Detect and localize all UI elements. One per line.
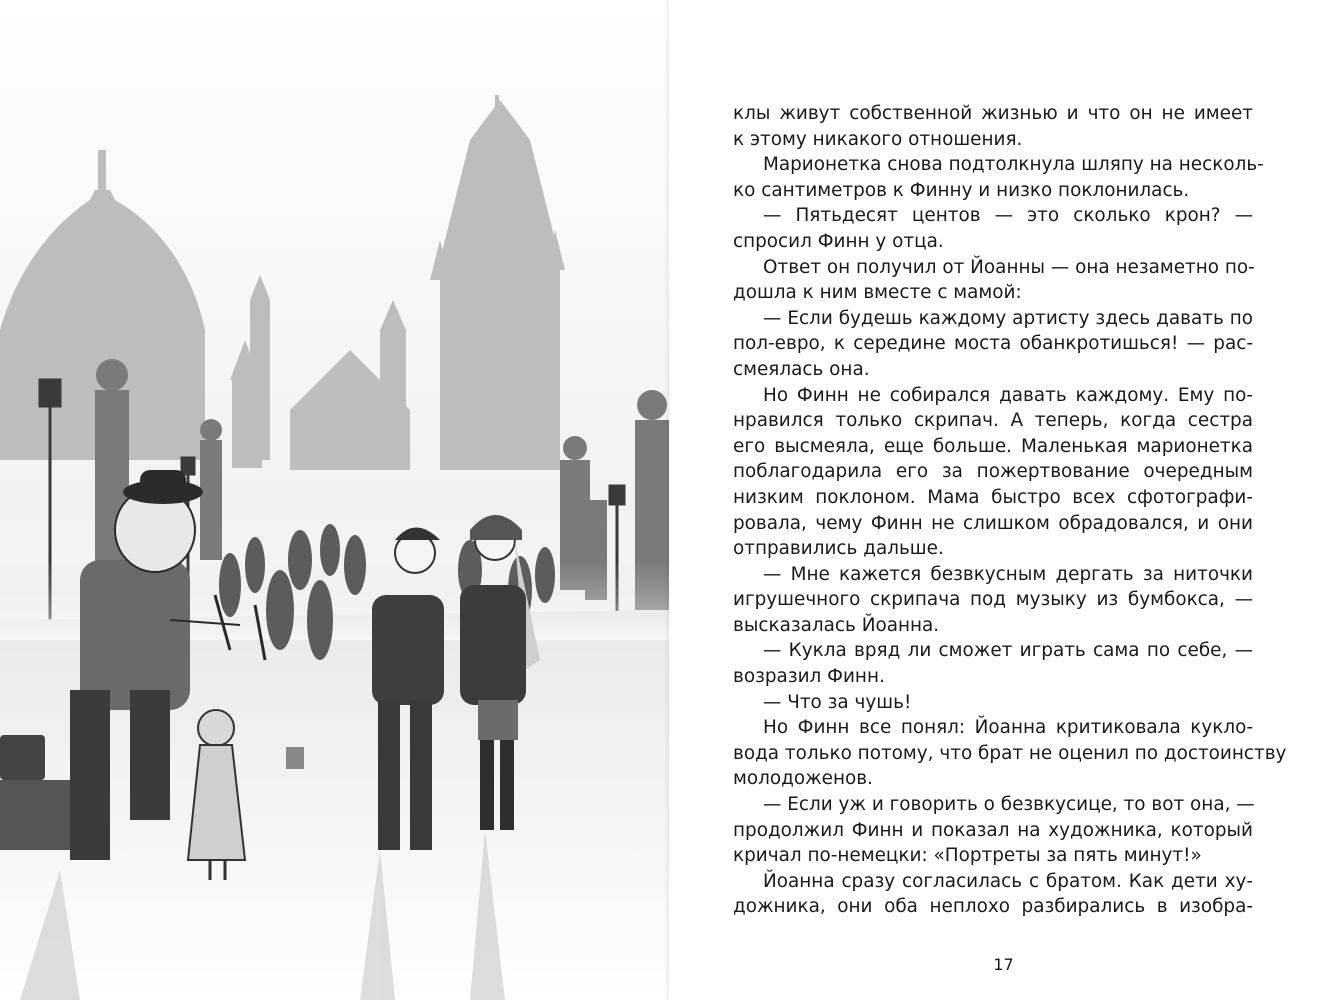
text-line: возразил Финн. — [733, 666, 885, 688]
text-line: клы живут собственной жизнью и что он не имеет — [733, 103, 1253, 124]
text-line: высказалась Йоанна. — [733, 614, 940, 636]
body-text — [733, 101, 1287, 920]
text-line: Ответ он получил от Йоанны — она незаметно по- — [763, 256, 1255, 278]
text-line: — Кукла вряд ли сможет играть сама по себе, — — [763, 640, 1253, 662]
text-line: нравился только скрипач. А теперь, когда сестра — [733, 410, 1253, 432]
text-line: — Если уж и говорить о безвкусице, то вот она, — — [763, 794, 1255, 816]
text-line: Йоанна сразу согласилась с братом. Как дети ху- — [763, 870, 1253, 892]
text-line: низким поклоном. Мама быстро всех сфотографи- — [733, 486, 1253, 508]
text-line: его высмеяла, еще больше. Маленькая марионетка — [733, 435, 1253, 457]
text-line: спросил Финн у отца. — [733, 230, 944, 252]
text-line: ровала, чему Финн не слишком обрадовался, и они — [733, 512, 1253, 534]
text-line: Марионетка снова подтолкнула шляпу на несколь- — [763, 154, 1264, 176]
text-line: вода только потому, что брат не оценил по достоинству — [733, 742, 1287, 764]
text-line: — Что за чушь! — [763, 691, 912, 713]
text-line: — Мне кажется безвкусным дергать за ниточки — [763, 563, 1253, 585]
text-line: поблагодарила его за пожертвование очередным — [733, 461, 1253, 483]
text-line: смеялась она. — [733, 358, 870, 380]
text-line: — Если будешь каждому артисту здесь давать по — [763, 307, 1253, 329]
text-line: Но Финн все понял: Йоанна критиковала кукло- — [763, 717, 1253, 739]
text-line: отправились дальше. — [733, 538, 944, 560]
page-number: 17 — [993, 955, 1014, 974]
text-line: дожника, они оба неплохо разбирались в изобра- — [733, 896, 1253, 918]
text-line: дошла к ним вместе с мамой: — [733, 282, 1022, 304]
text-line: к этому никакого отношения. — [733, 128, 1023, 150]
text-line: ко сантиметров к Финну и низко поклонилась. — [733, 179, 1190, 201]
text-line: кричал по-немецки: «Портреты за пять минут!» — [733, 845, 1202, 867]
text-line: продолжил Финн и показал на художника, который — [733, 819, 1253, 841]
text-line: — Пятьдесят центов — это сколько крон? — — [763, 205, 1253, 227]
text-line: молодоженов. — [733, 768, 873, 790]
text-line: пол-евро, к середине моста обанкротишься! — рас- — [733, 333, 1253, 355]
text-page — [669, 0, 1338, 1000]
text-line: игрушечного скрипача под музыку из бумбокса, — — [733, 589, 1253, 611]
text-line: Но Финн не собирался давать каждому. Ему по- — [763, 384, 1253, 406]
